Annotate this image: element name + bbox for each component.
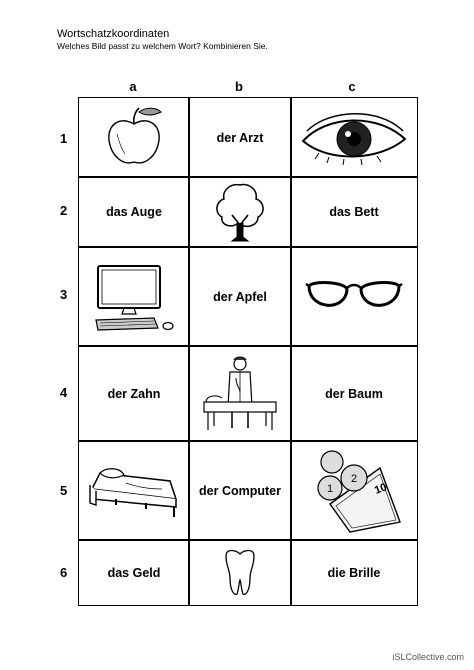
- cell-6c: [290, 539, 418, 606]
- eye-icon: [299, 109, 409, 167]
- word-die-brille: die Brille: [327, 565, 381, 580]
- row-header-4: 4: [60, 385, 68, 400]
- word-das-bett: das Bett: [329, 205, 379, 219]
- cell-3c: [290, 246, 418, 347]
- cell-6a: [78, 539, 190, 606]
- cell-1a: [78, 97, 190, 178]
- column-header-c: c: [348, 79, 356, 94]
- column-header-a: a: [129, 79, 137, 94]
- row-header-1: 1: [60, 131, 68, 146]
- row-header-5: 5: [60, 483, 68, 498]
- cell-5a: [78, 440, 190, 541]
- computer-icon: [92, 262, 176, 332]
- coin-1-label: 1: [327, 482, 334, 495]
- glasses-icon: [305, 276, 403, 318]
- cell-4c: [290, 345, 418, 442]
- page-title: Wortschatzkoordinaten: [57, 28, 170, 40]
- row-header-6: 6: [60, 565, 68, 580]
- word-der-zahn: der Zahn: [107, 386, 161, 401]
- cell-5c: [290, 440, 418, 541]
- row-header-3: 3: [60, 287, 68, 302]
- money-icon: [306, 448, 402, 534]
- word-der-apfel: der Apfel: [213, 289, 267, 304]
- apple-icon: [99, 106, 169, 170]
- word-das-auge: das Auge: [106, 205, 162, 219]
- footer-watermark: iSLCollective.com: [392, 652, 464, 662]
- cell-3a: [78, 246, 190, 347]
- cell-5b: [188, 440, 292, 541]
- cell-3b: [188, 246, 292, 347]
- cell-2a: [78, 176, 190, 248]
- cell-2b: [188, 176, 292, 248]
- cell-4b: [188, 345, 292, 442]
- doctor-icon: [202, 354, 278, 434]
- word-das-geld: das Geld: [107, 565, 161, 580]
- bed-icon: [86, 459, 182, 523]
- tooth-icon: [220, 548, 260, 598]
- banknote-label: 10: [372, 480, 389, 497]
- word-der-arzt: der Arzt: [216, 130, 264, 145]
- tree-icon: [210, 181, 270, 243]
- coin-2-label: 2: [351, 472, 358, 485]
- cell-1b: [188, 97, 292, 178]
- word-der-baum: der Baum: [325, 386, 383, 401]
- column-header-b: b: [235, 79, 243, 94]
- cell-1c: [290, 97, 418, 178]
- row-header-2: 2: [60, 203, 68, 218]
- word-der-computer: der Computer: [199, 483, 281, 498]
- cell-4a: [78, 345, 190, 442]
- cell-6b: [188, 539, 292, 606]
- instructions: Welches Bild passt zu welchem Wort? Kombinieren Sie.: [57, 41, 268, 51]
- cell-2c: [290, 176, 418, 248]
